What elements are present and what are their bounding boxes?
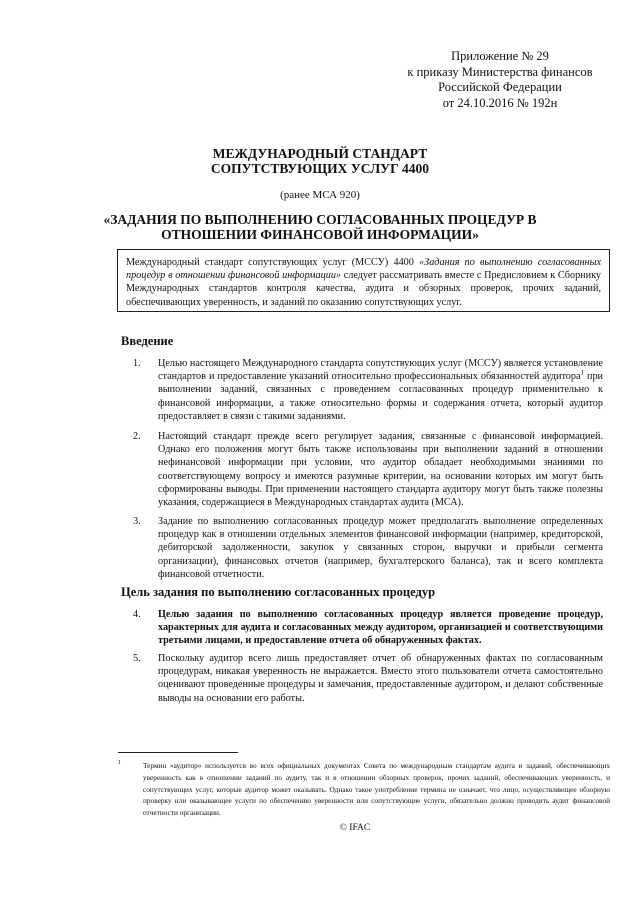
paragraph-number: 5. [133,653,141,664]
paragraph-number: 3. [133,516,141,527]
paragraph-number: 4. [133,609,141,620]
section-heading-objective: Цель задания по выполнению согласованных процедур [121,585,436,599]
appendix-number: Приложение № 29 [451,49,549,63]
footnote [118,760,610,819]
paragraph-text-a: Целью настоящего Международного стандарта сопутствующих услуг (МССУ) является установление стандартов и предоставление указаний относительно профессиональных обязанностей аудитора [158,358,603,383]
footnote-divider [118,752,238,753]
paragraph-text: Задание по выполнению согласованных процедур может предполагать выполнение определенных процедур как в отношении отдельных элементов финансовой информации (например, кредиторской, дебиторской задолженности, закупок у связанных сторон, выручки и прибыли сегмента организации), финансовых отчетов (например, бухгалтерского баланса), так и всего комплекта финансовой отчетности. [158,516,603,580]
intro-notice-text-end: следует рассматривать вместе с Предисловием к Сборнику Международных стандартов контроля качества, аудита и обзорных проверок, прочих заданий, обеспечивающих уверенность, и заданий по оказанию сопутствующих услуг. [126,270,601,308]
appendix-date: от 24.10.2016 № 192н [442,95,558,110]
paragraph-text: Целью задания по выполнению согласованных процедур является проведение процедур, характерных для аудита и согласованных между аудитором, организацией и соответствующими третьими лицами, и предоставление отчета об обнаруженных фактах. [158,609,603,647]
intro-notice-text: Международный стандарт сопутствующих услуг (МССУ) 4400 [126,257,420,268]
standard-title-line1: МЕЖДУНАРОДНЫЙ СТАНДАРТ [212,146,428,161]
footnote-ref[interactable]: 1 [580,368,584,377]
appendix-order-ref: к приказу Министерства финансов [407,64,593,79]
paragraph-3 [133,515,603,581]
paragraph-text: Поскольку аудитор всего лишь предоставляет отчет об обнаруженных фактах по согласованным процедурам, никакая уверенность не выражается. Вместо этого пользователи отчета самостоятельно оценивают проведенные процедуры и замечания, предоставленные аудитором, и делают собственные выводы на основании его работы. [158,653,603,704]
task-title [100,212,540,242]
task-title-line1: «ЗАДАНИЯ ПО ВЫПОЛНЕНИЮ СОГЛАСОВАННЫХ ПРОЦЕДУР В [103,212,537,227]
paragraph-5 [133,652,603,705]
standard-title [100,146,540,176]
footnote-number: 1 [118,760,121,766]
appendix-header [370,49,630,111]
paragraph-text [158,357,603,423]
intro-notice-box [117,249,610,312]
paragraph-text: Настоящий стандарт прежде всего регулирует задания, связанные с финансовой информацией. Однако его положения могут быть также использованы при выполнении заданий в отношении нефинансовой информации при условии, что аудитор обладает необходимыми знаниями по соответствующему вопросу и имеются разумные критерии, на основании которых им могут быть сформированы выводы. При применении настоящего стандарта аудитору могут быть также полезны указания, содержащиеся в Международных стандартах аудита (МСА). [158,431,603,509]
footnote-text: Термин «аудитор» используется во всех официальных документах Совета по международным стандартам аудита и заданий, обеспечивающих уверенность как в отношении заданий по аудиту, так и в отношении обзорных проверок, прочих заданий, обеспечивающих уверенность, и сопутствующих услуг, которые аудитор может оказывать. Однако такое употребление термина не означает, что лицо, осуществляющее обзорную проверку или оказывающее услуги по обеспечению уверенности или сопутствующие услуги, обязательно должно проводить аудит финансовой отчетности организации. [143,761,610,818]
paragraph-4 [133,608,603,648]
paragraph-number: 2. [133,431,141,442]
document-titles [100,146,540,242]
section-heading-introduction: Введение [121,334,174,348]
standard-title-line2: СОПУТСТВУЮЩИХ УСЛУГ 4400 [210,161,430,176]
copyright: © IFAC [339,823,371,833]
task-title-line2: ОТНОШЕНИИ ФИНАНСОВОЙ ИНФОРМАЦИИ» [161,227,479,242]
formerly-label: (ранее МСА 920) [280,189,360,201]
paragraph-1 [133,357,603,423]
intro-notice-italic: «Задания по выполнению согласованных процедур в отношении финансовой информации» [126,257,602,282]
paragraph-number: 1. [133,358,141,369]
paragraph-text-b: при выполнении заданий, связанных с проведением согласованных процедур применительно к финансовой информации, а также относительно формы и содержания отчета, который аудитор предоставляет в связи с такими заданиями. [158,371,604,422]
appendix-country: Российской Федерации [438,80,562,94]
paragraph-2 [133,430,603,509]
